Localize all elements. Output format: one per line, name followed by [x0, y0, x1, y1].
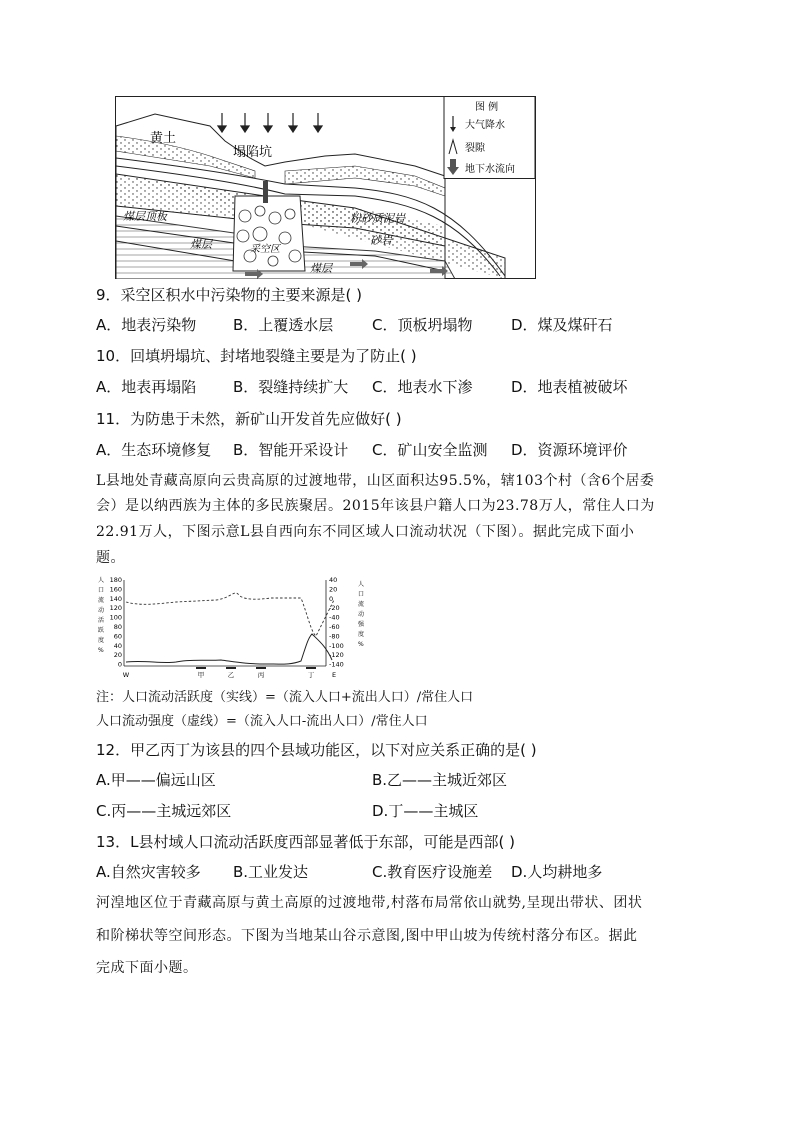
chart-right-label-5: 强: [358, 621, 365, 628]
x-axis-label: W: [122, 671, 130, 679]
passage2-line-2: 和阶梯状等空间形态。下图为当地某山谷示意图,图中甲山坡为传统村落分布区。据此: [96, 928, 638, 944]
q10-option-a: A．地表再塌陷: [96, 378, 197, 396]
passage1-line-1: L县地处青藏高原向云贵高原的过渡地带，山区面积达95.5%，辖103个村（含6个居委: [96, 473, 655, 489]
right-tick-label: -80: [329, 632, 340, 641]
q13-option-b: B.工业发达: [233, 863, 309, 881]
q9-option-c: C．顶板坍塌物: [372, 316, 473, 334]
right-tick-label: -40: [329, 613, 340, 622]
left-tick-label: 160: [109, 585, 122, 594]
x-axis-label: 丙: [257, 671, 265, 679]
note-line-2: 人口流动强度（虚线）=（流入人口-流出人口）/常住人口: [96, 714, 428, 729]
coal-label-1: 煤层: [190, 238, 212, 251]
legend-title: 图 例: [475, 102, 499, 113]
question-11-stem: 11．为防患于未然，新矿山开发首先应做好( ): [96, 410, 402, 428]
chart-right-label-4: 动: [358, 611, 365, 618]
legend-flow: 地下水流向: [465, 164, 515, 175]
chart-left-label-1: 人: [98, 577, 105, 584]
chart-left-label-6: 跃: [98, 627, 105, 634]
collapse-pit-label: 塌陷坑: [233, 145, 273, 160]
right-tick-label: 40: [329, 576, 338, 584]
left-tick-label: 180: [109, 576, 122, 584]
chart-right-label-2: 口: [358, 591, 365, 598]
q13-option-a: A.自然灾害较多: [96, 863, 201, 881]
left-tick-label: 80: [113, 623, 122, 631]
note-line-1: 注：人口流动活跃度（实线）=（流入人口+流出人口）/常住人口: [96, 690, 474, 705]
chart-left-label-5: 活: [98, 617, 105, 624]
right-tick-label: -100: [329, 641, 344, 650]
goaf-cross-section-diagram: [115, 96, 536, 279]
question-13-stem: 13．L县村域人口流动活跃度西部显著低于东部，可能是西部( ): [96, 833, 515, 851]
left-tick-label: 140: [109, 594, 122, 603]
q11-option-a: A．生态环境修复: [96, 441, 212, 459]
q12-option-b: B.乙——主城近郊区: [372, 771, 508, 789]
roof-label: 煤层顶板: [123, 210, 167, 223]
chart-left-label-3: 流: [98, 597, 105, 604]
chart-right-label-1: 人: [358, 581, 365, 588]
left-tick-label: 60: [113, 632, 122, 641]
right-tick-label: -60: [329, 623, 340, 631]
passage1-line-4: 题。: [96, 550, 125, 566]
intensity-dashed-line: [126, 593, 334, 636]
x-axis-label: 乙: [227, 671, 235, 679]
q11-option-b: B．智能开采设计: [233, 441, 349, 459]
loess-label: 黄土: [150, 131, 177, 146]
q11-option-d: D．资源环境评价: [511, 441, 628, 459]
chart-left-label-8: %: [98, 647, 104, 654]
legend-crack: 裂隙: [465, 143, 485, 154]
x-axis-label: E: [331, 671, 337, 679]
legend-precip: 大气降水: [465, 120, 505, 131]
q12-option-d: D.丁——主城区: [372, 802, 479, 820]
q9-option-d: D．煤及煤矸石: [511, 316, 613, 334]
q9-option-b: B．上覆透水层: [233, 316, 334, 334]
question-9-stem: 9．采空区积水中污染物的主要来源是( ): [96, 286, 363, 304]
q10-option-c: C．地表水下渗: [372, 378, 473, 396]
right-tick-label: -140: [329, 660, 344, 669]
passage2-line-1: 河湟地区位于青藏高原与黄土高原的过渡地带,村落布局常依山就势,呈现出带状、团状: [96, 895, 643, 911]
left-tick-label: 40: [113, 641, 122, 650]
siltstone-label: 粉砂质泥岩: [350, 212, 405, 225]
question-10-stem: 10．回填坍塌坑、封堵地裂缝主要是为了防止( ): [96, 347, 417, 365]
q10-option-d: D．地表植被破坏: [511, 378, 628, 396]
sandstone-label: 砂岩: [370, 234, 392, 247]
q11-option-c: C．矿山安全监测: [372, 441, 488, 459]
passage1-line-2: 会）是以纳西族为主体的多民族聚居。2015年该县户籍人口为23.78万人，常住人口为: [96, 498, 655, 514]
x-axis-label: 甲: [197, 671, 205, 679]
left-tick-label: 0: [117, 660, 122, 669]
chart-right-label-6: 度: [358, 631, 365, 638]
coal-label-2: 煤层: [310, 262, 332, 275]
population-flow-chart: [96, 576, 374, 680]
passage1-line-3: 22.91万人，下图示意L县自西向东不同区域人口流动状况（下图）。据此完成下面小: [96, 524, 635, 540]
x-axis-label: 丁: [307, 671, 315, 679]
chart-left-label-4: 动: [98, 607, 105, 614]
chart-left-label-7: 度: [98, 637, 105, 644]
chart-left-label-2: 口: [98, 587, 105, 594]
question-12-stem: 12．甲乙丙丁为该县的四个县域功能区，以下对应关系正确的是( ): [96, 741, 537, 759]
chart-right-label-7: %: [358, 641, 364, 648]
right-tick-label: 0: [329, 594, 334, 603]
q9-option-a: A．地表污染物: [96, 316, 197, 334]
left-tick-label: 100: [109, 613, 122, 622]
passage2-line-3: 完成下面小题。: [96, 960, 198, 976]
q10-option-b: B．裂缝持续扩大: [233, 378, 349, 396]
activity-solid-line: [126, 634, 332, 664]
left-tick-label: 20: [113, 651, 122, 660]
q12-option-c: C.丙——主城远郊区: [96, 802, 232, 820]
right-tick-label: -20: [329, 604, 340, 613]
q12-option-a: A.甲——偏远山区: [96, 771, 216, 789]
right-tick-label: 20: [329, 585, 338, 594]
q13-option-d: D.人均耕地多: [511, 863, 603, 881]
left-tick-label: 120: [109, 604, 122, 613]
q13-option-c: C.教育医疗设施差: [372, 863, 493, 881]
goaf-label: 采空区: [250, 244, 280, 255]
right-tick-label: -120: [329, 651, 344, 660]
chart-right-label-3: 流: [358, 601, 365, 608]
